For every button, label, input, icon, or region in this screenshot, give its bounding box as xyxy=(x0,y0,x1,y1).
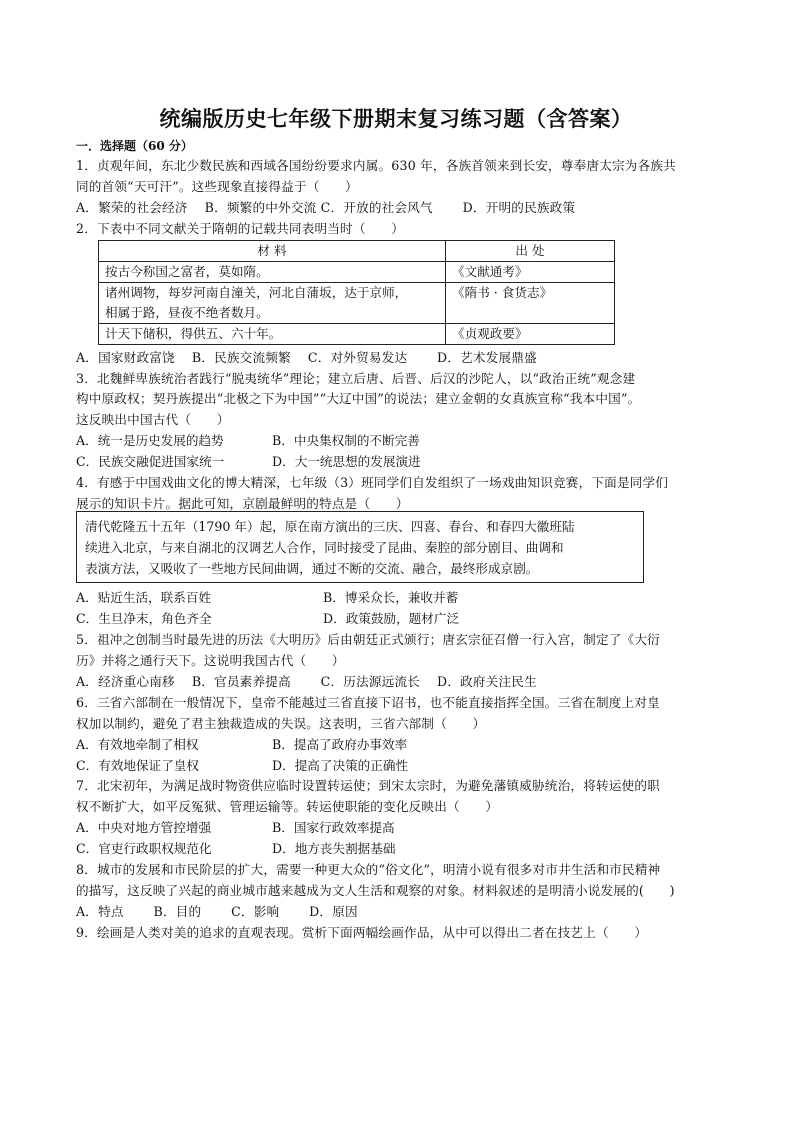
question-8-options: A．特点 B．目的 C．影响 D．原因 xyxy=(76,904,358,919)
question-8-line-1: 8．城市的发展和市民阶层的扩大，需要一种更大众的“俗文化”，明清小说有很多对市井生活和市民精神 xyxy=(76,862,661,877)
question-4-options-row-2 xyxy=(76,609,459,629)
question-6-line-2: 权加以制约，避免了君主独裁造成的失误。这表明，三省六部制（ ） xyxy=(76,716,486,731)
option-c: C．有效地保证了皇权 xyxy=(76,758,199,773)
question-9-stem: 9．绘画是人类对美的追求的直观表现。赏析下面两幅绘画作品，从中可以得出二者在技艺上（ ） xyxy=(76,925,648,940)
option-d: D．提高了决策的正确性 xyxy=(272,758,409,773)
option-c: C．官吏行政职权规范化 xyxy=(76,841,212,856)
question-6-line-1: 6．三省六部制在一般情况下，皇帝不能越过三省直接下诏书，也不能直接指挥全国。三省在制度上对皇 xyxy=(76,695,660,710)
question-3-line-3: 这反映出中国古代（ ） xyxy=(76,412,230,427)
question-7-line-1: 7．北宋初年，为满足战时物资供应临时设置转运使；到宋太宗时，为避免藩镇威胁统治，将转运使的职 xyxy=(76,778,660,793)
knowledge-card-line: 清代乾隆五十五年（1790 年）起，原在南方演出的三庆、四喜、春台、和春四大徽班陆 xyxy=(85,519,575,534)
question-5-line-1: 5．祖冲之创制当时最先进的历法《大明历》后由朝廷正式颁行；唐玄宗征召僧一行入宫，制定了《大衍 xyxy=(76,632,660,647)
question-8-line-2: 的描写，这反映了兴起的商业城市越来越成为文人生活和观察的对象。材料叙述的是明清小说发展的( ) xyxy=(76,883,675,898)
table-header-material: 材 料 xyxy=(99,241,446,262)
question-6-options-row-1 xyxy=(76,735,407,755)
table-cell: 《贞观政要》 xyxy=(446,324,615,345)
question-2-options: A．国家财政富饶 B．民族交流频繁 C．对外贸易发达 D．艺术发展鼎盛 xyxy=(76,350,537,365)
option-a: A．中央对地方管控增强 xyxy=(76,820,212,835)
table-header-source: 出 处 xyxy=(446,241,615,262)
knowledge-card-line: 续进入北京，与来自湖北的汉调艺人合作，同时接受了昆曲、秦腔的部分剧目、曲调和 xyxy=(85,540,564,555)
option-a: A．统一是历史发展的趋势 xyxy=(76,433,224,448)
option-d: D．大一统思想的发展演进 xyxy=(272,454,421,469)
table-row xyxy=(99,283,615,324)
option-b: B．中央集权制的不断完善 xyxy=(272,433,420,448)
table-cell: 《隋书 · 食货志》 xyxy=(446,283,615,324)
question-1-line-1: 1．贞观年间，东北少数民族和西域各国纷纷要求内属。630 年，各族首领来到长安，尊奉唐太宗为各族共 xyxy=(76,158,676,173)
section-heading: 一．选择题（60 分） xyxy=(76,139,193,153)
question-7-options-row-1 xyxy=(76,818,395,838)
table-row xyxy=(99,324,615,345)
table-cell: 计天下储积，得供五、六十年。 xyxy=(99,324,446,345)
question-3-line-2: 构中原政权；契丹族提出“北极之下为中国”“大辽中国”的说法；建立金朝的女真族宣称“我本中国”。 xyxy=(76,391,641,406)
question-6-options-row-2 xyxy=(76,756,408,776)
question-2-table xyxy=(98,240,615,345)
question-3-line-1: 3．北魏鲜卑族统治者践行“脱夷统华”理论；建立后唐、后晋、后汉的沙陀人，以“政治正统”观念建 xyxy=(76,371,636,386)
question-2-stem: 2．下表中不同文献关于隋朝的记载共同表明当时（ ） xyxy=(76,221,405,236)
table-cell xyxy=(99,283,446,324)
question-3-options-row-1 xyxy=(76,431,420,451)
question-4-line-1: 4．有感于中国戏曲文化的博大精深，七年级（3）班同学们自发组织了一场戏曲知识竞赛，下面是同学们 xyxy=(76,475,669,490)
table-cell: 《文献通考》 xyxy=(446,262,615,283)
option-b: B．博采众长，兼收并蓄 xyxy=(323,590,459,605)
table-header-row xyxy=(99,241,615,262)
knowledge-card xyxy=(76,511,644,583)
table-cell: 按古今称国之富者，莫如隋。 xyxy=(99,262,446,283)
question-3-options-row-2 xyxy=(76,452,421,472)
question-7-line-2: 权不断扩大，如平反冤狱、管理运输等。转运使职能的变化反映出（ ） xyxy=(76,799,499,814)
question-1-options: A．繁荣的社会经济 B．频繁的中外交流 C．开放的社会风气 D．开明的民族政策 xyxy=(76,200,576,215)
question-4-options-row-1 xyxy=(76,588,458,608)
question-5-options: A．经济重心南移 B．官员素养提高 C．历法源远流长 D．政府关注民生 xyxy=(76,674,537,689)
option-c: C．生旦净末，角色齐全 xyxy=(76,611,212,626)
question-5-line-2: 历》并将之通行天下。这说明我国古代（ ） xyxy=(76,653,345,668)
option-d: D．政策鼓励，题材广泛 xyxy=(323,611,460,626)
question-7-options-row-2 xyxy=(76,839,395,859)
question-1-line-2: 同的首领“天可汗”。这些现象直接得益于（ ） xyxy=(76,179,358,194)
question-4-line-2: 展示的知识卡片。据此可知，京剧最鲜明的特点是（ ） xyxy=(76,496,409,511)
table-cell-line: 诸州调物，每岁河南自潼关，河北自蒲坂，达于京师， xyxy=(105,285,408,300)
option-b: B．国家行政效率提高 xyxy=(272,820,395,835)
option-a: A．有效地牵制了相权 xyxy=(76,737,199,752)
table-cell-line: 相属于路，昼夜不绝者数月。 xyxy=(105,305,269,320)
table-row xyxy=(99,262,615,283)
option-c: C．民族交融促进国家统一 xyxy=(76,454,225,469)
document-title: 统编版历史七年级下册期末复习练习题（含答案） xyxy=(159,107,633,131)
option-d: D．地方丧失割据基础 xyxy=(272,841,396,856)
option-b: B．提高了政府办事效率 xyxy=(272,737,408,752)
option-a: A．贴近生活，联系百姓 xyxy=(76,590,212,605)
knowledge-card-line: 表演方法，又吸收了一些地方民间曲调，通过不断的交流、融合，最终形成京剧。 xyxy=(85,561,539,576)
